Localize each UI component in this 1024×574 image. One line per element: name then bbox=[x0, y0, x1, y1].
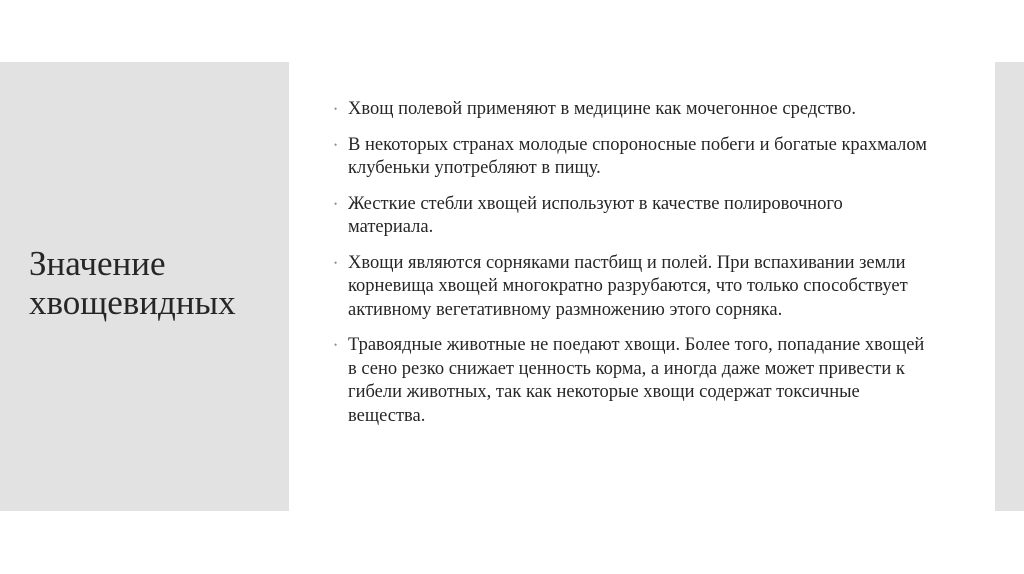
bullet-item bbox=[332, 193, 932, 240]
bullet-item bbox=[332, 334, 932, 428]
bullet-text: Хвощ полевой применяют в медицине как мочегонное средство. bbox=[348, 99, 857, 119]
bullet-dot-icon: • bbox=[334, 198, 338, 209]
bullet-text: В некоторых странах молодые спороносные побеги и богатые крахмалом клубеньки употребляют в пищу. bbox=[348, 134, 927, 178]
bullet-list bbox=[332, 98, 932, 440]
bullet-dot-icon: • bbox=[334, 139, 338, 150]
bullet-dot-icon: • bbox=[334, 257, 338, 268]
bullet-text: Травоядные животные не поедают хвощи. Более того, попадание хвощей в сено резко снижает ценность корма, а иногда даже может привести к гибели животных, так как некоторые хвощи содержат токсичные вещества. bbox=[348, 335, 925, 426]
bullet-item bbox=[332, 134, 932, 181]
bullet-text: Хвощи являются сорняками пастбищ и полей. При вспахивании земли корневища хвощей многократно разрубаются, что только способствует активному вегетативному размножению этого сорняка. bbox=[348, 252, 908, 320]
bullet-dot-icon: • bbox=[334, 340, 338, 350]
bullet-item bbox=[332, 98, 932, 122]
bullet-item bbox=[332, 252, 932, 323]
slide-title: Значение хвощевидных bbox=[29, 244, 236, 322]
right-accent-strip bbox=[995, 62, 1024, 511]
bullet-text: Жесткие стебли хвощей используют в качестве полировочного материала. bbox=[348, 193, 843, 237]
bullet-dot-icon: • bbox=[334, 104, 338, 114]
